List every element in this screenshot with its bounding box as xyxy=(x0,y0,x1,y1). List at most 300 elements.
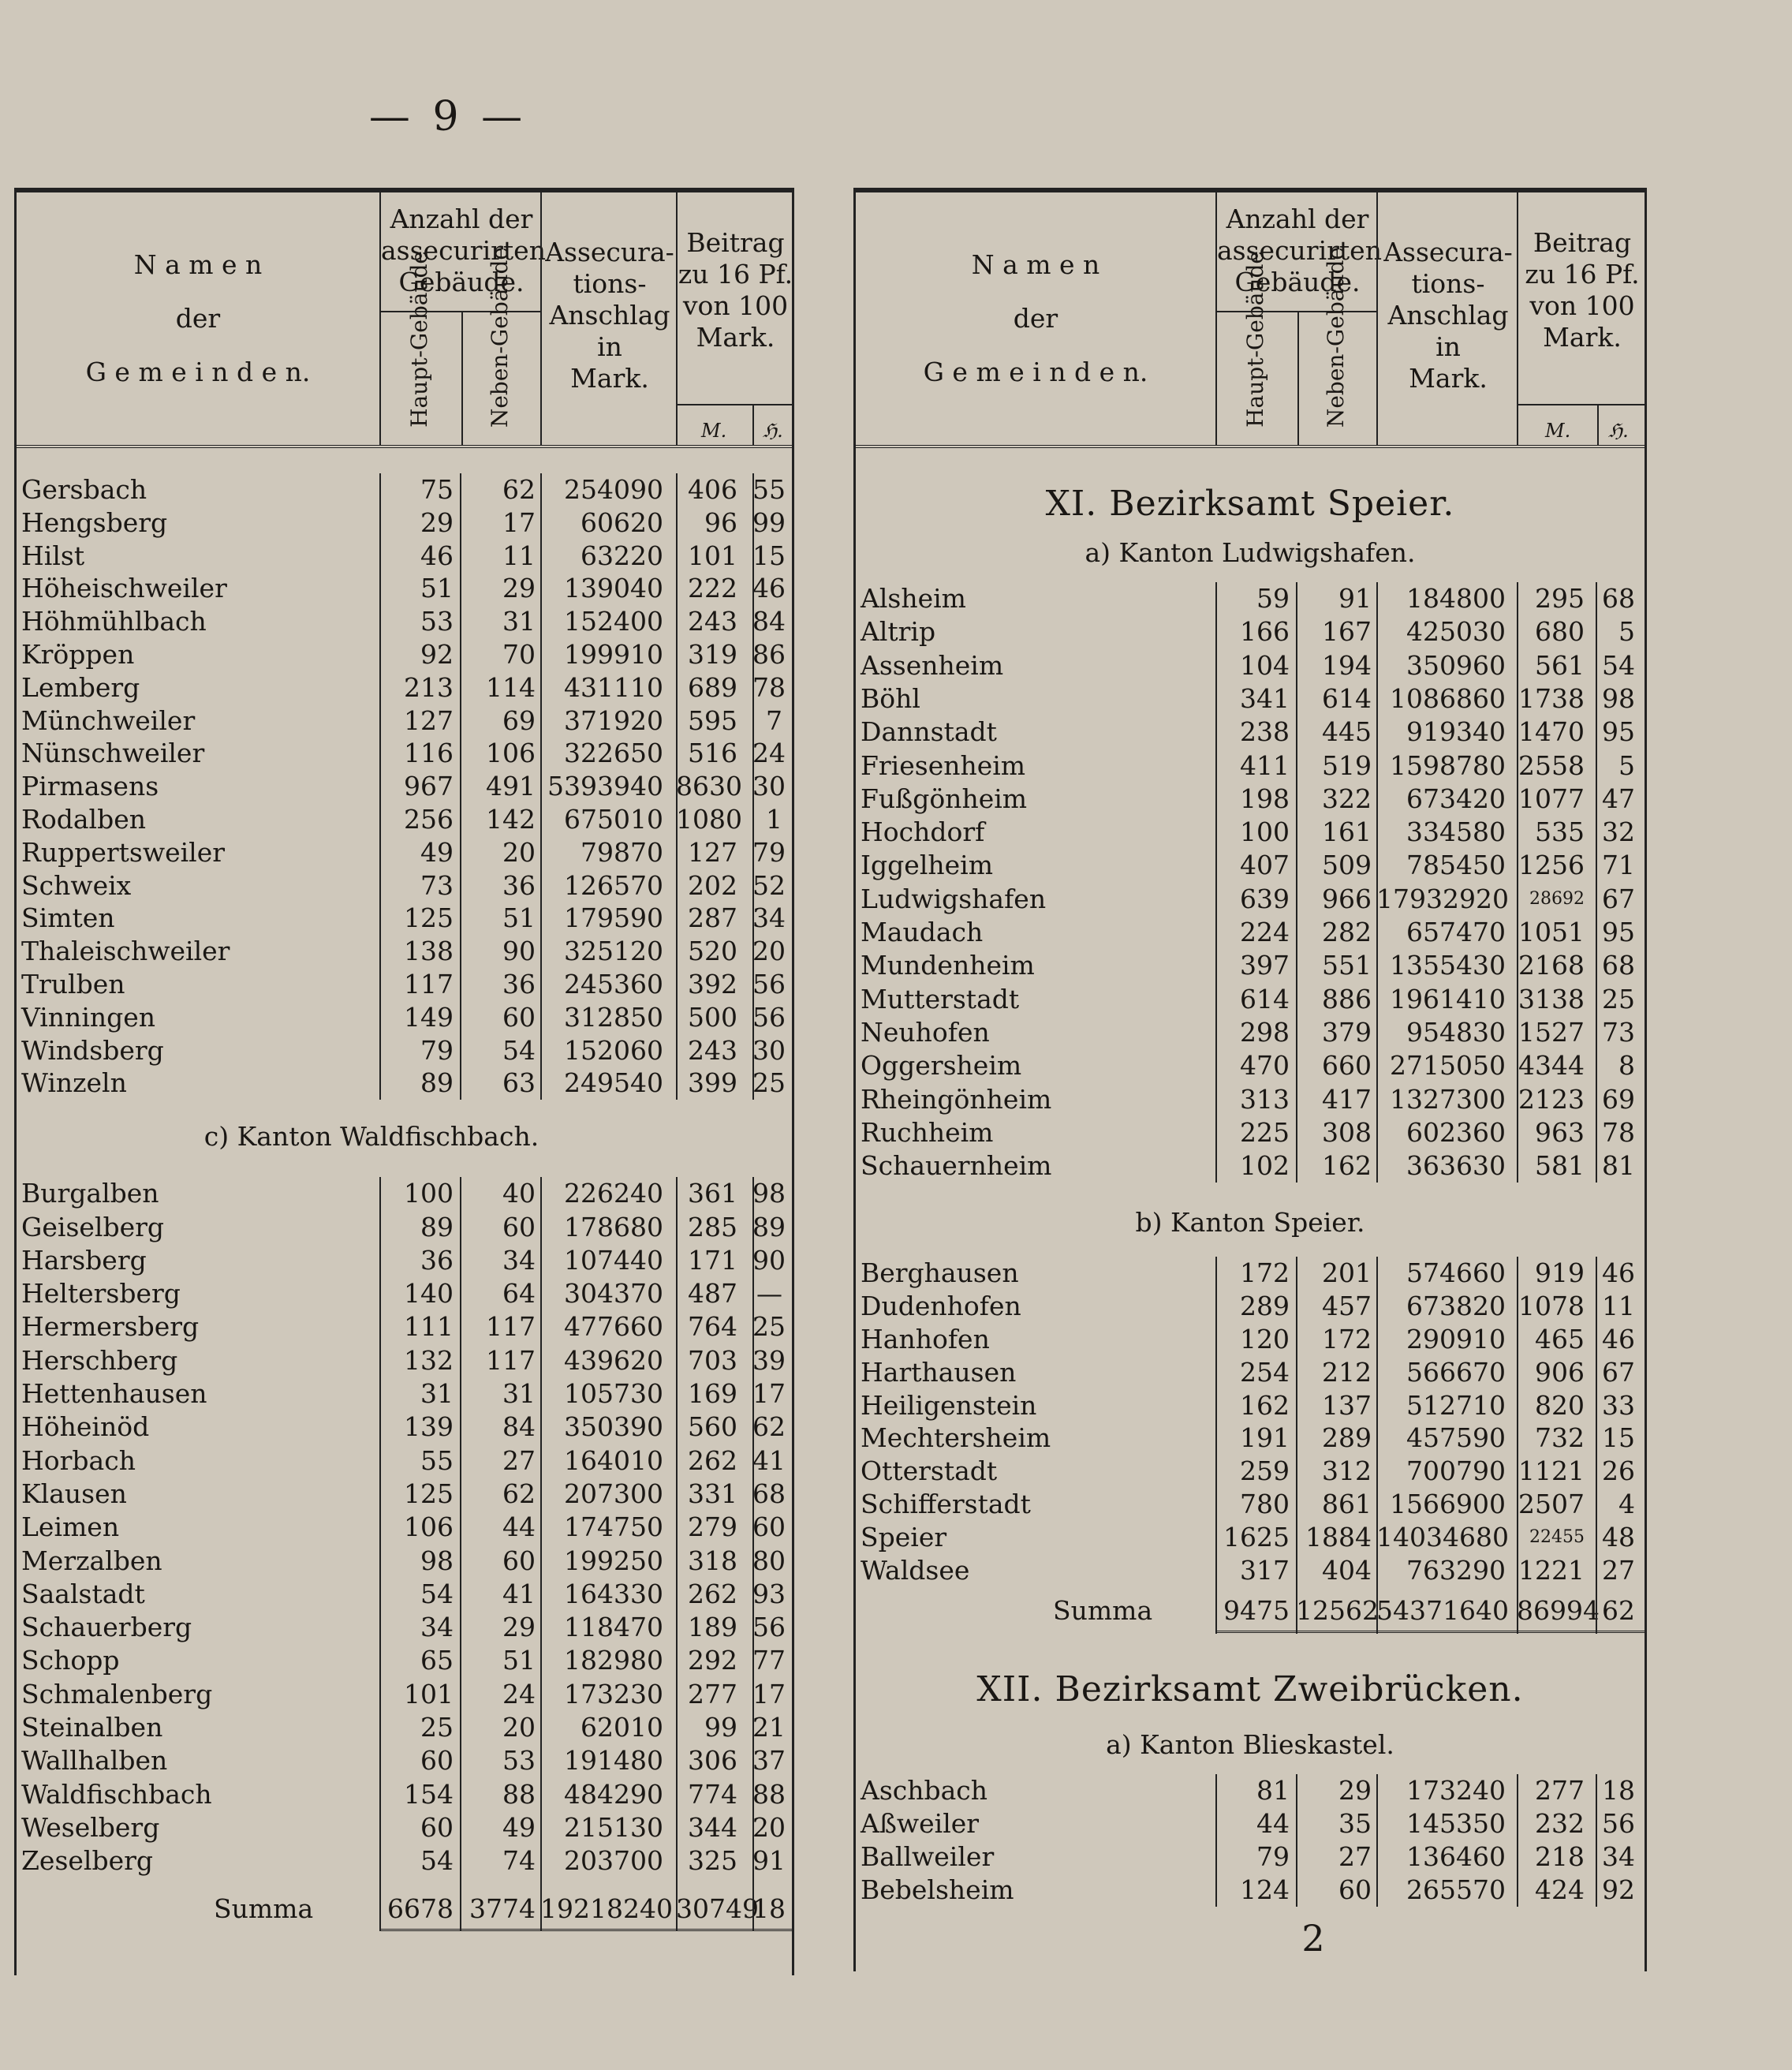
contribution-mark: 1738 xyxy=(1518,682,1585,714)
side-buildings: 312 xyxy=(1322,1455,1372,1487)
header-counts xyxy=(379,192,546,445)
contribution-mark: 202 xyxy=(688,869,737,901)
table-row xyxy=(856,849,1645,882)
district-title: XII. Bezirksamt Zweibrücken. xyxy=(976,1669,1524,1710)
main-buildings: 967 xyxy=(404,771,454,802)
side-buildings: 84 xyxy=(502,1411,536,1443)
side-buildings: 509 xyxy=(1322,850,1372,881)
municipality-name: Thaleischweiler xyxy=(21,936,230,967)
contribution-pf: 84 xyxy=(752,606,786,637)
side-buildings: 31 xyxy=(502,606,536,637)
table-row xyxy=(856,1356,1645,1389)
column-rule xyxy=(1215,1774,1217,1906)
contribution-pf: 67 xyxy=(1602,883,1635,914)
assessment-mark: 673420 xyxy=(1406,783,1506,814)
assessment-mark: 79870 xyxy=(581,836,663,868)
contribution-mark: 325 xyxy=(688,1845,737,1877)
assessment-mark: 178680 xyxy=(564,1211,663,1242)
column-rule xyxy=(676,1177,678,1931)
assessment-mark: 184800 xyxy=(1406,583,1506,614)
main-buildings: 289 xyxy=(1240,1291,1290,1322)
side-buildings: 24 xyxy=(502,1678,536,1709)
assessment-mark: 1327300 xyxy=(1390,1083,1506,1115)
side-buildings: 62 xyxy=(502,474,536,505)
contribution-mark: 689 xyxy=(688,671,737,703)
municipality-name: Hanhofen xyxy=(861,1324,990,1354)
contribution-mark: 277 xyxy=(688,1678,737,1709)
municipality-name: Rheingönheim xyxy=(861,1083,1052,1115)
contribution-mark: 919 xyxy=(1535,1257,1585,1289)
column-rule xyxy=(1517,1774,1518,1906)
assessment-mark: 1086860 xyxy=(1390,682,1506,714)
main-buildings: 101 xyxy=(404,1678,454,1709)
contribution-pf: 56 xyxy=(1602,1808,1635,1840)
header-neben: Neben-Gebäude xyxy=(1323,246,1349,428)
contribution-mark: 581 xyxy=(1535,1150,1585,1182)
municipality-name: Merzalben xyxy=(21,1545,162,1576)
column-rule xyxy=(379,473,381,1100)
side-buildings: 34 xyxy=(502,1244,536,1276)
main-buildings: 25 xyxy=(420,1712,454,1743)
contribution-pf: 21 xyxy=(752,1712,786,1743)
contribution-mark: 1527 xyxy=(1518,1016,1585,1048)
contribution-pf: 37 xyxy=(752,1745,786,1777)
main-buildings: 104 xyxy=(1240,649,1290,681)
side-buildings: 11 xyxy=(502,540,536,571)
side-buildings: 70 xyxy=(502,639,536,670)
column-rule xyxy=(460,473,461,1100)
assessment-mark: 954830 xyxy=(1406,1016,1506,1048)
side-buildings: 44 xyxy=(502,1511,536,1543)
header-assec-line: tions- xyxy=(1411,268,1485,299)
contribution-mark: 535 xyxy=(1535,816,1585,848)
assessment-mark: 5393940 xyxy=(547,771,663,802)
municipality-name: Geiselberg xyxy=(21,1211,165,1242)
contribution-mark: 306 xyxy=(688,1745,737,1777)
contribution-mark: 487 xyxy=(688,1278,737,1310)
header-assec-line: in xyxy=(1435,331,1461,362)
header-name-line: N a m e n xyxy=(971,249,1100,280)
column-rule xyxy=(540,1177,542,1931)
main-buildings: 98 xyxy=(420,1545,454,1576)
header-names xyxy=(17,192,379,445)
assessment-mark: 173240 xyxy=(1406,1775,1506,1807)
main-buildings: 238 xyxy=(1240,716,1290,748)
main-buildings: 224 xyxy=(1240,917,1290,947)
header-assec-line: tions- xyxy=(573,268,647,299)
contribution-pf: 80 xyxy=(752,1545,786,1576)
column-rule xyxy=(1296,1774,1297,1906)
table-row xyxy=(856,1774,1645,1807)
contribution-pf: 99 xyxy=(752,506,786,538)
assessment-mark: 371920 xyxy=(564,704,663,736)
table-row xyxy=(856,783,1645,816)
side-buildings: 322 xyxy=(1322,783,1372,814)
main-buildings: 34 xyxy=(420,1612,454,1643)
main-buildings: 55 xyxy=(420,1444,454,1476)
assessment-mark: 136460 xyxy=(1406,1841,1506,1872)
column-rule xyxy=(1296,582,1297,1183)
side-buildings: 308 xyxy=(1322,1116,1372,1148)
main-buildings: 124 xyxy=(1240,1874,1290,1905)
contribution-pf: 46 xyxy=(752,573,786,604)
contribution-pf: 89 xyxy=(752,1211,786,1242)
contribution-pf: 4 xyxy=(1618,1489,1635,1519)
main-buildings: 470 xyxy=(1240,1050,1290,1082)
table-row xyxy=(856,1083,1645,1116)
assessment-mark: 2715050 xyxy=(1390,1050,1506,1082)
contribution-mark: 101 xyxy=(688,540,737,571)
municipality-name: Schifferstadt xyxy=(861,1489,1031,1519)
main-buildings: 120 xyxy=(1240,1324,1290,1354)
contribution-mark: 222 xyxy=(688,573,737,604)
assessment-mark: 139040 xyxy=(564,573,663,604)
header-assec-line: Anschlag xyxy=(1387,300,1509,331)
assessment-mark: 350960 xyxy=(1406,649,1506,681)
assessment-mark: 1355430 xyxy=(1390,950,1506,981)
contribution-mark: 703 xyxy=(688,1344,737,1376)
main-buildings: 1625 xyxy=(1223,1521,1290,1552)
contribution-mark: 1470 xyxy=(1518,716,1585,748)
municipality-name: Waldfischbach xyxy=(21,1778,212,1810)
header-names xyxy=(856,192,1215,445)
contribution-mark: 318 xyxy=(688,1545,737,1576)
side-buildings: 36 xyxy=(502,969,536,1000)
table-row xyxy=(856,1290,1645,1323)
municipality-name: Friesenheim xyxy=(861,749,1026,781)
main-buildings: 298 xyxy=(1240,1016,1290,1048)
side-buildings: 161 xyxy=(1322,816,1372,848)
header-beitrag-line: zu 16 Pf. xyxy=(1525,259,1640,290)
municipality-name: Simten xyxy=(21,902,115,934)
table-row xyxy=(856,1840,1645,1874)
assessment-mark: 19218240 xyxy=(540,1893,673,1924)
side-buildings: 886 xyxy=(1322,983,1372,1014)
main-buildings: 89 xyxy=(420,1211,454,1242)
municipality-name: Hermersberg xyxy=(21,1311,200,1343)
contribution-mark: 399 xyxy=(688,1067,737,1099)
contribution-pf: 78 xyxy=(752,671,786,703)
contribution-pf: 67 xyxy=(1602,1356,1635,1388)
table-row xyxy=(856,1807,1645,1840)
contribution-mark: 277 xyxy=(1535,1775,1585,1807)
assessment-mark: 164330 xyxy=(564,1578,663,1609)
side-buildings: 201 xyxy=(1322,1257,1372,1289)
municipality-name: Burgalben xyxy=(21,1178,159,1209)
side-buildings: 3774 xyxy=(469,1893,536,1924)
side-buildings: 282 xyxy=(1322,917,1372,947)
assessment-mark: 54371640 xyxy=(1376,1595,1509,1627)
assessment-mark: 1961410 xyxy=(1390,983,1506,1014)
column-rule xyxy=(676,473,678,1100)
main-buildings: 614 xyxy=(1240,983,1290,1014)
contribution-pf: 18 xyxy=(1602,1775,1635,1807)
contribution-pf: 41 xyxy=(752,1444,786,1476)
header-assecuration xyxy=(540,192,678,445)
municipality-name: Aßweiler xyxy=(861,1808,980,1840)
contribution-pf: 20 xyxy=(752,936,786,967)
assessment-mark: 107440 xyxy=(564,1244,663,1276)
contribution-mark: 243 xyxy=(688,1034,737,1066)
contribution-pf: 90 xyxy=(752,1244,786,1276)
side-buildings: 117 xyxy=(486,1311,536,1343)
side-buildings: 142 xyxy=(486,804,536,835)
contribution-pf: 98 xyxy=(1602,682,1635,714)
main-buildings: 397 xyxy=(1240,950,1290,981)
municipality-name: Mundenheim xyxy=(861,950,1035,981)
contribution-mark: 406 xyxy=(688,474,737,505)
main-buildings: 89 xyxy=(420,1067,454,1099)
municipality-name: Heltersberg xyxy=(21,1278,181,1310)
side-buildings: 106 xyxy=(486,738,536,769)
assessment-mark: 265570 xyxy=(1406,1874,1506,1905)
contribution-pf: 62 xyxy=(1602,1595,1635,1627)
side-buildings: 20 xyxy=(502,1712,536,1743)
contribution-pf: 95 xyxy=(1602,917,1635,947)
contribution-pf: 68 xyxy=(752,1478,786,1509)
contribution-pf: 88 xyxy=(752,1778,786,1810)
contribution-pf: 5 xyxy=(1618,749,1635,781)
contribution-mark: 218 xyxy=(1535,1841,1585,1872)
main-buildings: 140 xyxy=(404,1278,454,1310)
side-buildings: 63 xyxy=(502,1067,536,1099)
contribution-pf: 68 xyxy=(1602,950,1635,981)
main-buildings: 162 xyxy=(1240,1389,1290,1421)
contribution-pf: 26 xyxy=(1602,1455,1635,1487)
side-buildings: 36 xyxy=(502,869,536,901)
contribution-mark: 189 xyxy=(688,1612,737,1643)
contribution-mark: 8630 xyxy=(676,771,742,802)
main-buildings: 75 xyxy=(420,474,454,505)
main-buildings: 149 xyxy=(404,1001,454,1033)
contribution-mark: 243 xyxy=(688,606,737,637)
main-buildings: 132 xyxy=(404,1344,454,1376)
column-rule xyxy=(1596,1774,1597,1906)
assessment-mark: 785450 xyxy=(1406,850,1506,881)
assessment-mark: 152060 xyxy=(564,1034,663,1066)
assessment-mark: 226240 xyxy=(564,1178,663,1209)
main-buildings: 139 xyxy=(404,1411,454,1443)
column-rule xyxy=(1215,582,1217,1183)
side-buildings: 29 xyxy=(502,1612,536,1643)
municipality-name: Pirmasens xyxy=(21,771,159,802)
side-buildings: 12562 xyxy=(1296,1595,1379,1627)
contribution-pf: 78 xyxy=(1602,1116,1635,1148)
main-buildings: 54 xyxy=(420,1578,454,1609)
contribution-mark: 1221 xyxy=(1518,1554,1585,1586)
table-row xyxy=(856,1016,1645,1049)
assessment-mark: 1598780 xyxy=(1390,749,1506,781)
municipality-name: Iggelheim xyxy=(861,850,993,881)
contribution-pf: 60 xyxy=(752,1511,786,1543)
contribution-pf: 86 xyxy=(752,639,786,670)
municipality-name: Dannstadt xyxy=(861,716,997,748)
municipality-name: Höheischweiler xyxy=(21,573,227,604)
municipality-name: Altrip xyxy=(861,616,936,648)
header-beitrag-line: Beitrag xyxy=(686,227,785,258)
side-buildings: 88 xyxy=(502,1778,536,1810)
contribution-pf: 33 xyxy=(1602,1389,1635,1421)
contribution-pf: 5 xyxy=(1618,616,1635,648)
contribution-mark: 285 xyxy=(688,1211,737,1242)
left-table-header xyxy=(17,192,792,448)
right-table xyxy=(853,188,1647,1971)
contribution-mark: 1077 xyxy=(1518,783,1585,814)
main-buildings: 111 xyxy=(404,1311,454,1343)
assessment-mark: 199250 xyxy=(564,1545,663,1576)
contribution-mark: 3138 xyxy=(1518,983,1585,1014)
header-count-line: Gebäude. xyxy=(398,267,525,297)
assessment-mark: 673820 xyxy=(1406,1291,1506,1322)
side-buildings: 491 xyxy=(486,771,536,802)
contribution-pf: 15 xyxy=(1602,1422,1635,1454)
municipality-name: Dudenhofen xyxy=(861,1291,1021,1322)
contribution-pf: 91 xyxy=(752,1845,786,1877)
municipality-name: Vinningen xyxy=(21,1001,156,1033)
side-buildings: 51 xyxy=(502,1645,536,1676)
column-rule xyxy=(540,473,542,1100)
contribution-mark: 279 xyxy=(688,1511,737,1543)
table-row xyxy=(856,1257,1645,1290)
municipality-name: Herschberg xyxy=(21,1344,178,1376)
municipality-name: Neuhofen xyxy=(861,1016,990,1048)
side-buildings: 64 xyxy=(502,1278,536,1310)
column-rule xyxy=(460,1177,461,1931)
right-table-header xyxy=(856,192,1645,448)
contribution-mark: 774 xyxy=(688,1778,737,1810)
assessment-mark: 304370 xyxy=(564,1278,663,1310)
main-buildings: 138 xyxy=(404,936,454,967)
municipality-name: Winzeln xyxy=(21,1067,127,1099)
header-beitrag-line: Beitrag xyxy=(1533,227,1632,258)
table-row xyxy=(856,1455,1645,1488)
side-buildings: 17 xyxy=(502,506,536,538)
header-name-line: N a m e n xyxy=(133,249,263,280)
contribution-mark: 127 xyxy=(688,836,737,868)
contribution-mark: 1051 xyxy=(1518,917,1585,947)
contribution-pf: 17 xyxy=(752,1678,786,1709)
assessment-mark: 1566900 xyxy=(1390,1489,1506,1519)
municipality-name: Schweix xyxy=(21,869,132,901)
contribution-pf: 20 xyxy=(752,1811,786,1843)
contribution-mark: 560 xyxy=(688,1411,737,1443)
contribution-pf: 8 xyxy=(1618,1050,1635,1082)
municipality-name: Lemberg xyxy=(21,671,140,703)
contribution-mark: 96 xyxy=(704,506,737,538)
main-buildings: 125 xyxy=(404,902,454,934)
municipality-name: Schauerberg xyxy=(21,1612,192,1643)
main-buildings: 100 xyxy=(1240,816,1290,848)
assessment-mark: 63220 xyxy=(581,540,663,571)
contribution-mark: 331 xyxy=(688,1478,737,1509)
side-buildings: 519 xyxy=(1322,749,1372,781)
side-buildings: 660 xyxy=(1322,1050,1372,1082)
assessment-mark: 14034680 xyxy=(1376,1521,1509,1552)
municipality-name: Saalstadt xyxy=(21,1578,145,1609)
header-name-line: G e m e i n d e n. xyxy=(85,357,311,387)
main-buildings: 313 xyxy=(1240,1083,1290,1115)
table-row xyxy=(856,1422,1645,1455)
assessment-mark: 290910 xyxy=(1406,1324,1506,1354)
municipality-name: Horbach xyxy=(21,1444,136,1476)
municipality-name: Waldsee xyxy=(861,1554,970,1586)
table-row xyxy=(856,749,1645,783)
assessment-mark: 484290 xyxy=(564,1778,663,1810)
header-beitrag-line: von 100 xyxy=(1529,290,1635,321)
contribution-pf: 56 xyxy=(752,1001,786,1033)
contribution-mark: 344 xyxy=(688,1811,737,1843)
municipality-name: Hengsberg xyxy=(21,506,168,538)
contribution-mark: 2168 xyxy=(1518,950,1585,981)
assessment-mark: 512710 xyxy=(1406,1389,1506,1421)
header-assec-line: Mark. xyxy=(570,363,649,394)
side-buildings: 551 xyxy=(1322,950,1372,981)
side-buildings: 20 xyxy=(502,836,536,868)
contribution-mark: 28692 xyxy=(1529,888,1585,909)
municipality-name: Höheinöd xyxy=(21,1411,150,1443)
sheet-number: 2 xyxy=(1301,1917,1325,1960)
municipality-name: Oggersheim xyxy=(861,1050,1022,1082)
side-buildings: 69 xyxy=(502,704,536,736)
main-buildings: 60 xyxy=(420,1745,454,1777)
main-buildings: 254 xyxy=(1240,1356,1290,1388)
district-title: XI. Bezirksamt Speier. xyxy=(1045,484,1455,524)
side-buildings: 60 xyxy=(502,1211,536,1242)
contribution-mark: 820 xyxy=(1535,1389,1585,1421)
contribution-mark: 319 xyxy=(688,639,737,670)
municipality-name: Mutterstadt xyxy=(861,983,1020,1014)
municipality-name: Rodalben xyxy=(21,804,146,835)
municipality-name: Trulben xyxy=(21,969,125,1000)
contribution-pf: 68 xyxy=(1602,583,1635,614)
contribution-mark: 465 xyxy=(1535,1324,1585,1354)
table-row xyxy=(856,1149,1645,1183)
table-row xyxy=(856,816,1645,849)
municipality-name: Ludwigshafen xyxy=(861,883,1047,914)
municipality-name: Alsheim xyxy=(861,583,966,614)
header-assec-line: Assecura- xyxy=(545,237,674,267)
assessment-mark: 457590 xyxy=(1406,1422,1506,1454)
side-buildings: 27 xyxy=(502,1444,536,1476)
contribution-pf: 56 xyxy=(752,1612,786,1643)
header-assec-line: Mark. xyxy=(1409,363,1488,394)
municipality-name: Weselberg xyxy=(21,1811,160,1843)
section-title: b) Kanton Speier. xyxy=(1135,1207,1365,1239)
contribution-pf: 18 xyxy=(752,1893,786,1924)
main-buildings: 60 xyxy=(420,1811,454,1843)
municipality-name: Bebelsheim xyxy=(861,1874,1014,1905)
main-buildings: 166 xyxy=(1240,616,1290,648)
side-buildings: 41 xyxy=(502,1578,536,1609)
contribution-pf: 25 xyxy=(752,1311,786,1343)
contribution-pf: 25 xyxy=(1602,983,1635,1014)
contribution-pf: 98 xyxy=(752,1178,786,1209)
contribution-mark: 361 xyxy=(688,1178,737,1209)
main-buildings: 198 xyxy=(1240,783,1290,814)
side-buildings: 966 xyxy=(1322,883,1372,914)
contribution-mark: 262 xyxy=(688,1578,737,1609)
side-buildings: 51 xyxy=(502,902,536,934)
contribution-pf: 52 xyxy=(752,869,786,901)
municipality-name: Münchweiler xyxy=(21,704,196,736)
main-buildings: 54 xyxy=(420,1845,454,1877)
table-row xyxy=(856,615,1645,648)
contribution-mark: 392 xyxy=(688,969,737,1000)
table-row xyxy=(856,649,1645,682)
side-buildings: 60 xyxy=(502,1001,536,1033)
side-buildings: 1884 xyxy=(1305,1521,1372,1552)
side-buildings: 114 xyxy=(486,671,536,703)
